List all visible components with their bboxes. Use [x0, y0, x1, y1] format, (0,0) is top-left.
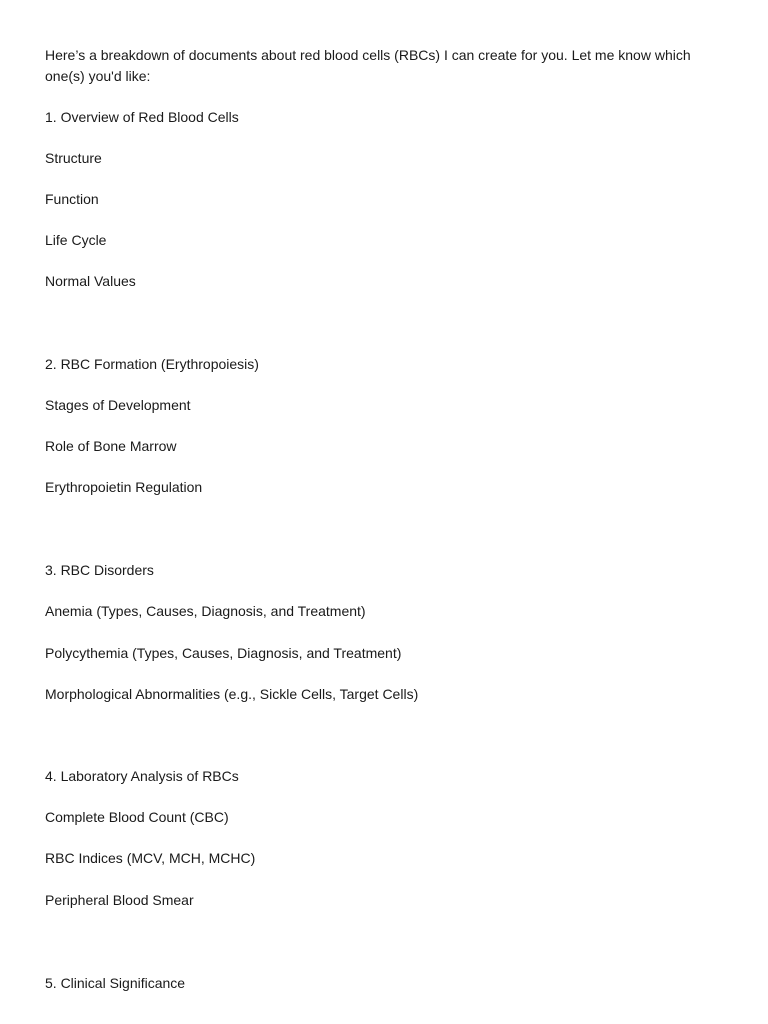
list-item: Function [45, 191, 99, 207]
section-heading-overview: 1. Overview of Red Blood Cells [45, 109, 239, 125]
list-item: Role of Bone Marrow [45, 438, 177, 454]
list-item: RBC Indices (MCV, MCH, MCHC) [45, 850, 256, 866]
list-item: Normal Values [45, 273, 136, 289]
list-item: Peripheral Blood Smear [45, 892, 194, 908]
list-item: Stages of Development [45, 397, 191, 413]
section-heading-lab-analysis: 4. Laboratory Analysis of RBCs [45, 768, 239, 784]
list-item: Complete Blood Count (CBC) [45, 809, 229, 825]
list-item: Morphological Abnormalities (e.g., Sickle Cells, Target Cells) [45, 686, 419, 702]
list-item: Polycythemia (Types, Causes, Diagnosis, and Treatment) [45, 645, 402, 661]
list-item: Anemia (Types, Causes, Diagnosis, and Treatment) [45, 603, 366, 619]
list-item: Erythropoietin Regulation [45, 479, 203, 495]
list-item: Life Cycle [45, 232, 107, 248]
section-heading-disorders: 3. RBC Disorders [45, 562, 154, 578]
document-body [45, 45, 725, 991]
section-heading-formation: 2. RBC Formation (Erythropoiesis) [45, 356, 259, 372]
section-heading-clinical-significance: 5. Clinical Significance [45, 975, 186, 991]
intro-paragraph: Here’s a breakdown of documents about red blood cells (RBCs) I can create for you. Let me know which one(s) you'd like: [45, 47, 691, 84]
list-item: Structure [45, 150, 102, 166]
